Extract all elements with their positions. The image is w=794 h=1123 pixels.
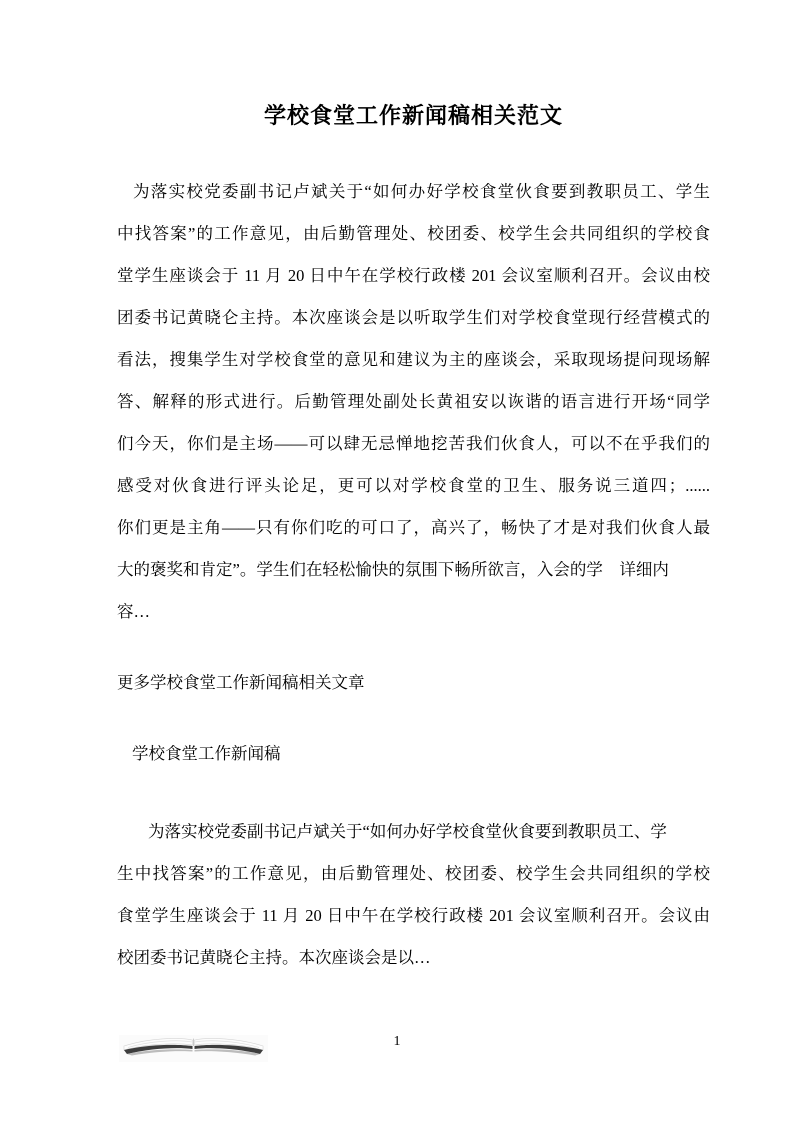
text-line: 答、解释的形式进行。后勤管理处副处长黄祖安以诙谐的语言进行开场“同学: [117, 392, 710, 411]
text-line: 为落实校党委副书记卢斌关于“如何办好学校食堂伙食要到教职员工、学生: [133, 182, 710, 201]
heading-more-articles: [117, 662, 710, 704]
text-line: 你们更是主角——只有你们吃的可口了，高兴了，畅快了才是对我们伙食人最: [117, 518, 710, 537]
text-line: 团委书记黄晓仑主持。本次座谈会是以听取学生们对学校食堂现行经营模式的: [117, 308, 710, 327]
text-line: 们今天，你们是主场——可以肆无忌惮地挖苦我们伙食人，可以不在乎我们的: [117, 434, 710, 453]
document-title: 学校食堂工作新闻稿相关范文: [263, 103, 563, 128]
text-line: 食堂学生座谈会于 11 月 20 日中午在学校行政楼 201 会议室顺利召开。会议由: [117, 906, 710, 925]
text-line: 容…: [117, 602, 150, 621]
paragraph-repeat-excerpt: [117, 811, 710, 979]
text-line: 感受对伙食进行评头论足，更可以对学校食堂的卫生、服务说三道四；......: [117, 476, 710, 495]
paragraph-intro: [117, 171, 710, 633]
text-line: 堂学生座谈会于 11 月 20 日中午在学校行政楼 201 会议室顺利召开。会议由校: [117, 266, 710, 285]
text-line: 学校食堂工作新闻稿: [132, 744, 281, 763]
text-line: 中找答案”的工作意见，由后勤管理处、校团委、校学生会共同组织的学校食: [117, 224, 710, 243]
text-line: 更多学校食堂工作新闻稿相关文章: [117, 673, 365, 692]
text-line: 为落实校党委副书记卢斌关于“如何办好学校食堂伙食要到教职员工、学: [148, 822, 667, 841]
text-line: 看法，搜集学生对学校食堂的意见和建议为主的座谈会，采取现场提问现场解: [117, 350, 710, 369]
text-line: 生中找答案”的工作意见，由后勤管理处、校团委、校学生会共同组织的学校: [117, 864, 710, 883]
text-line: 校团委书记黄晓仑主持。本次座谈会是以…: [117, 948, 431, 967]
page-number: 1: [393, 1034, 401, 1049]
text-line: 大的褒奖和肯定”。学生们在轻松愉快的氛围下畅所欲言，入会的学 详细内: [117, 560, 669, 579]
heading-sub-title: [117, 733, 710, 775]
